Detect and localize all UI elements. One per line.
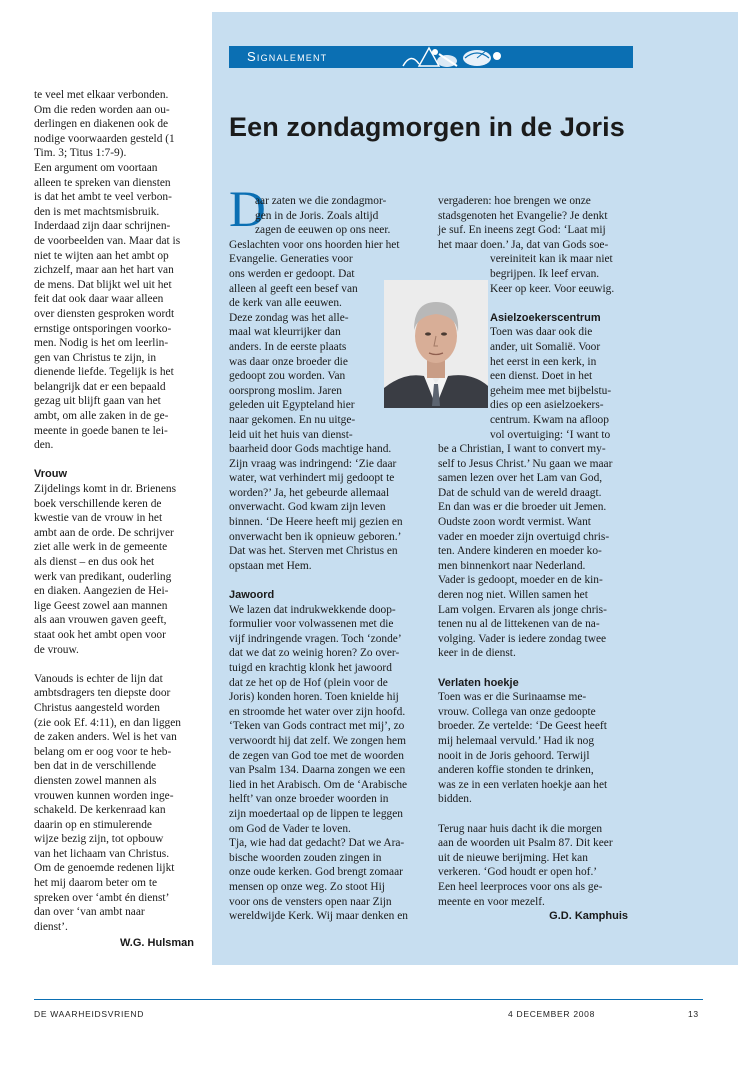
article-paragraph: Geslachten voor ons hoorden hier het Evangelie. Generaties voor ons werden er gedoopt. Dat alleen al geeft een besef van de kerk van alle eeuwen. Deze zondag was het alle- maal wat kleurrijker dan anders. In de eerste plaats was daar onze broeder die gedoopt zou worden. Van oorsprong moslim. Jaren geleden uit Egypteland hier naar gekomen. En nu uitge- leid uit het huis van dienst- baarheid door Gods machtige hand. Zijn vraag was indringend: ‘Zie daar water, wat verhindert mij gedoopt te worden?’ Ja, het gebeurde allemaal onverwacht. God kwam zijn leven binnen. ‘De Heere heeft mij gezien en onverwacht ben ik opnieuw geboren.’ Dat was het. Sterven met Christus en opstaan met Hem. (229, 238, 403, 572)
author-signature-kamphuis: G.D. Kamphuis (549, 910, 628, 923)
footer-publication: DE WAARHEIDSVRIEND (34, 1009, 145, 1019)
article-paragraph: We lazen dat indrukwekkende doop- formulier voor volwassenen met die vijf indringende vragen. Toch ‘zonde’ dat we dat zo weinig horen? Zo over- tuigd en krachtig klonk het jawoord dat ze het op de Hof (plein voor de Joris) konden horen. Toen knielde hij en stroomde het water over zijn hoofd. ‘Teken van Gods contract met mij’, zo verwoordt hij dat zelf. We zongen hem de zegen van God toe met de woorden van Psalm 134. Daarna zongen we een lied in het Arabisch. Om de ‘Arabische helft’ van onze broeder woorden in zijn moedertaal op de lippen te leggen om God de Vader te loven. Tja, wie had dat gedacht? Dat we Ara- bische woorden zouden zingen in onze oude kerken. God brengt zomaar mensen op onze weg. Zo stoot Hij voor ons de vensters open naar Zijn wereldwijde Kerk. Wij maar denken en (229, 603, 408, 923)
section-label: Signalement (247, 49, 328, 64)
lead-lines: aar zaten we die zondagmor- gen in de Joris. Zoals altijd zagen de eeuwen op ons neer. (255, 195, 391, 237)
article-paragraph: vereiniteit kan ik maar niet begrijpen. Ik leef ervan. Keer op keer. Voor eeuwig. (490, 253, 615, 295)
left-paragraph: te veel met elkaar verbonden. Om die reden worden aan ou- derlingen en diakenen ook de nodige voorwaarden gesteld (1 Tim. 3; Titus 1:7-9). Een argument om voortaan alleen te spreken van diensten is dat het ambt te veel verbon- den is met machtsmisbruik. Inderdaad zijn daar schrijnen- de voorbeelden van. Maar dat is niet te wijten aan het ambt op zichzelf, maar aan het hart van de mens. Dat blijkt wel uit het feit dat ook daar waar alleen over diensten gesproken wordt ernstige ontsporingen voorko- men. Nodig is het om leerlin- gen van Christus te zijn, in dienende liefde. Tegelijk is het belangrijk dat er een bepaald gezag uit blijft gaan van het ambt, om alle zaken in de ge- meente in goede banen te lei- den. (34, 89, 181, 452)
article-paragraph: be a Christian, I want to convert my- self to Jesus Christ.’ Nu gaan we maar samen lezen over het Lam van God, Dat de schuld van de wereld draagt. En dan was er die broeder uit Jemen. Oudste zoon wordt vermist. Want vader en moeder zijn overtuigd chris- ten. Andere kinderen en moeder ko- men binnenkort naar Nederland. Vader is gedoopt, moeder en de kin- deren nog niet. Willen samen het Lam volgen. Ervaren als jonge chris- tenen nu al de littekenen van de na- volging. Vader is iedere zondag twee keer in de dienst. (438, 443, 613, 660)
left-column (34, 88, 196, 951)
article-paragraph: Toen was er die Surinaamse me- vrouw. Collega van onze gedoopte broeder. Ze vertelde: ‘De Geest heeft mij helemaal vervuld.’ Had ik nog nooit in de Joris gehoord. Terwijl anderen koffie stonden te drinken, was ze in een verlaten hoekje aan het bidden. (438, 691, 608, 806)
subheading-verlaten-hoekje: Verlaten hoekje (438, 676, 519, 689)
page-number: 13 (688, 1009, 699, 1019)
left-paragraph: Vanouds is echter de lijn dat ambtsdragers ten diepste door Christus aangesteld worden (zie ook Ef. 4:11), en dan liggen de zaken anders. Wel is het van belang om er oog voor te heb- ben dat in de verschillende diensten zowel mannen als vrouwen kunnen worden inge- schakeld. De kerkenraad kan daarin op en stimulerende wijze bezig zijn, tot opbouw van het lichaam van Christus. Om de genoemde redenen lijkt het mij daarom beter om te spreken over ‘ambt én dienst’ dan over ‘van ambt naar dienst’. (34, 672, 181, 933)
satellite-dish-icon (399, 46, 509, 68)
section-banner (229, 46, 633, 68)
subheading-vrouw: Vrouw (34, 468, 68, 481)
left-paragraph: Zijdelings komt in dr. Brienens boek verschillende keren de kwestie van de vrouw in het ambt aan de orde. De schrijver ziet alle werk in de gemeente als dienst – en dus ook het werk van predikant, ouderling en diaken. Aangezien de Hei- lige Geest zowel aan mannen als aan vrouwen gaven geeft, staat ook het ambt open voor de vrouw. (34, 483, 177, 656)
article-paragraph: Terug naar huis dacht ik die morgen aan de woorden uit Psalm 87. Dit keer uit de nieuwe berijming. Het kan verkeren. ‘God houdt er open hof.’ Een heel leerproces voor ons als ge- meente en voor mezelf. (438, 822, 613, 908)
article-column-2 (438, 194, 628, 924)
article-paragraph: Toen was daar ook die ander, uit Somalië. Voor het eerst in een kerk, in een dienst. Doet in het geheim mee met bijbelstu- dies op een asielzoekers- centrum. Kwam na afloop vol overtuiging: ‘I want to (490, 326, 612, 441)
article-paragraph: vergaderen: hoe brengen we onze stadsgenoten het Evangelie? Je denkt je suf. En ineens zegt God: ‘Laat mij het maar doen.’ Ja, dat van Gods soe- (438, 195, 609, 251)
drop-cap: D (229, 182, 266, 238)
subheading-jawoord: Jawoord (229, 589, 275, 602)
author-signature-hulsman: W.G. Hulsman (120, 937, 194, 950)
subheading-asielzoekerscentrum: Asielzoekerscentrum (490, 311, 601, 324)
article-headline: Een zondagmorgen in de Joris (229, 112, 625, 142)
footer-divider (34, 999, 703, 1000)
footer-date: 4 DECEMBER 2008 (508, 1009, 596, 1019)
